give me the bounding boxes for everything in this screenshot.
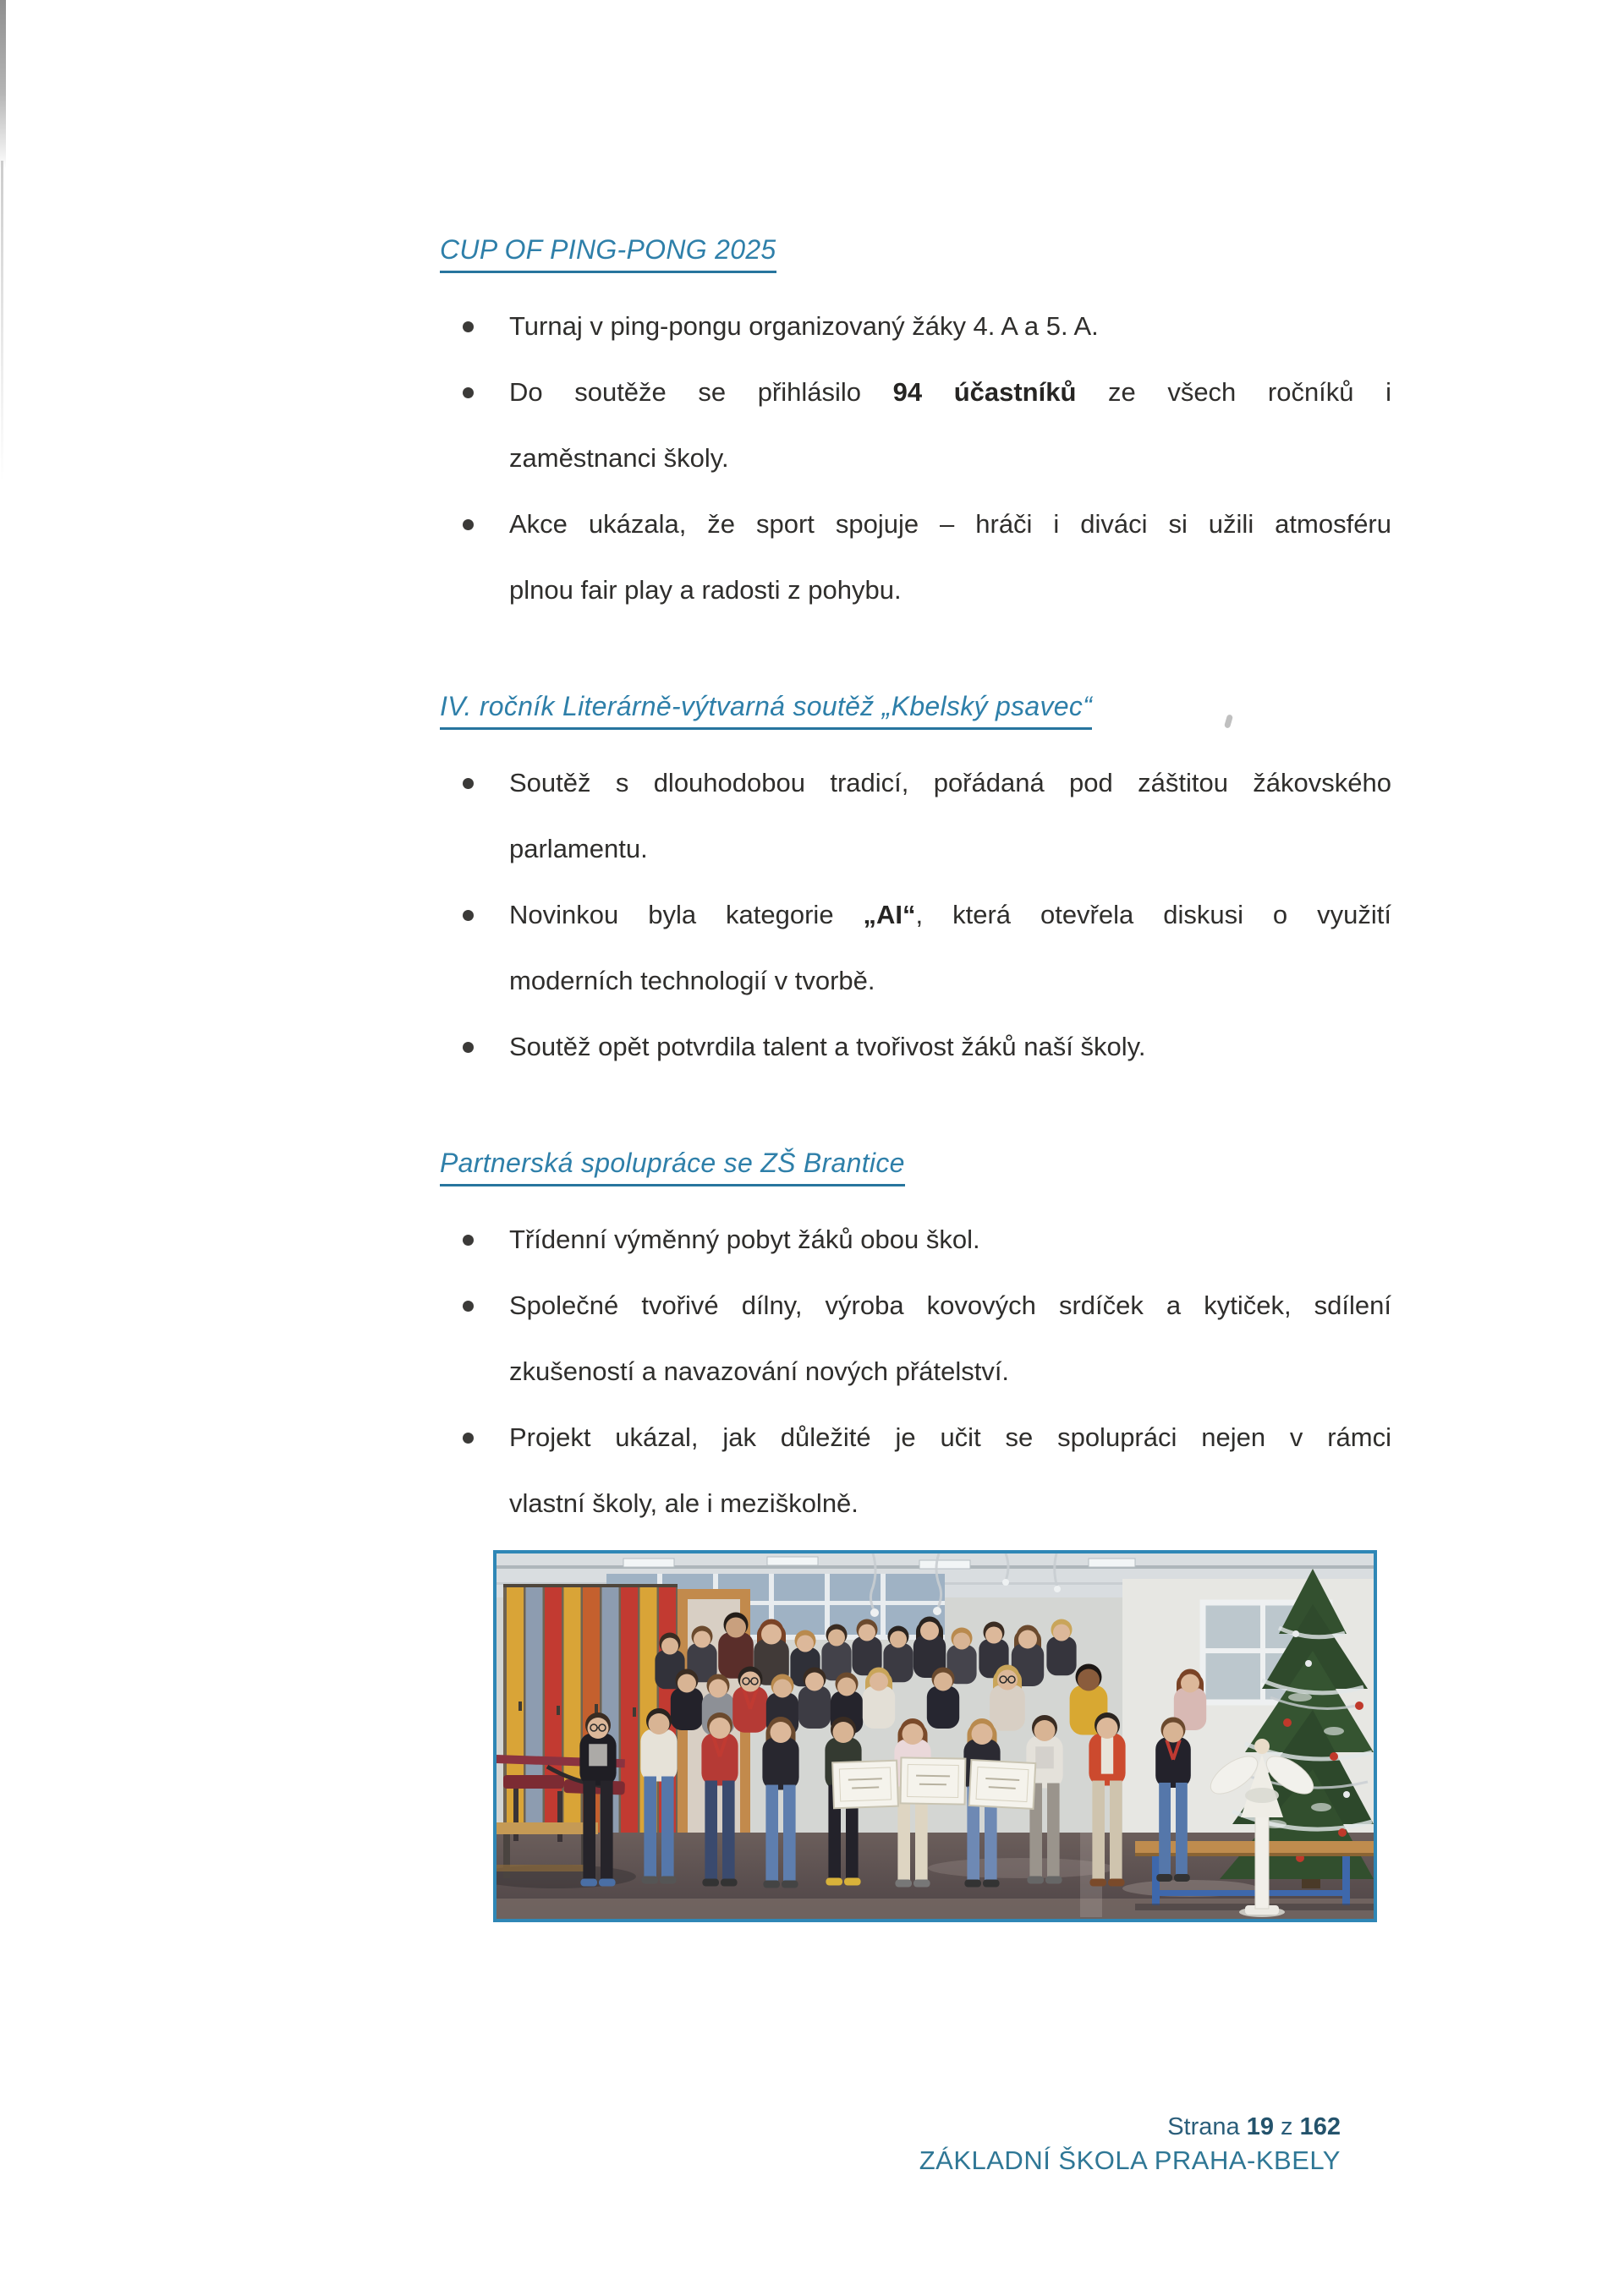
bullet-text: Třídenní výměnný pobyt žáků obou škol.: [509, 1225, 980, 1254]
bullet-text: [509, 359, 1391, 425]
bullet-list: [440, 1207, 1391, 1537]
bullet-dot-icon: [463, 778, 474, 789]
bullet-text: Společné tvořivé dílny, výroba kovových srdíček a kytiček, sdílení: [509, 1290, 1391, 1320]
text-run: , která otevřela diskusi o využití: [915, 900, 1391, 929]
page-total: 162: [1299, 2113, 1341, 2140]
section-kbelsky-psavec: [440, 687, 1391, 1080]
list-item: [440, 491, 1391, 623]
text-run-bold: 94 účastníků: [892, 377, 1077, 407]
bullet-text: zaměstnanci školy.: [509, 443, 729, 473]
page-number: 19: [1246, 2113, 1274, 2140]
page-label: Strana: [1167, 2113, 1247, 2140]
list-item: [440, 1273, 1391, 1405]
group-photo-illustration: [497, 1553, 1374, 1919]
bullet-dot-icon: [463, 1433, 474, 1444]
school-name: ZÁKLADNÍ ŠKOLA PRAHA-KBELY: [919, 2145, 1341, 2175]
bullet-dot-icon: [463, 321, 474, 332]
bullet-text: Soutěž s dlouhodobou tradicí, pořádaná pod záštitou žákovského: [509, 768, 1391, 797]
bullet-dot-icon: [463, 1301, 474, 1312]
text-run: Do soutěže se přihlásilo: [509, 377, 893, 407]
section-brantice: [440, 1143, 1391, 1537]
bullet-list: [440, 750, 1391, 1080]
bullet-text: Soutěž opět potvrdila talent a tvořivost žáků naší školy.: [509, 1032, 1146, 1061]
page-separator: z: [1273, 2113, 1300, 2140]
bullet-text: Turnaj v ping-pongu organizovaný žáky 4. A a 5. A.: [509, 311, 1099, 341]
list-item: [440, 882, 1391, 1014]
text-run: ze všech ročníků i: [1076, 377, 1392, 407]
section-heading: CUP OF PING-PONG 2025: [440, 230, 776, 273]
list-item: [440, 1014, 1391, 1080]
bullet-dot-icon: [463, 519, 474, 530]
text-run-bold: „AI“: [863, 900, 916, 929]
bullet-text: plnou fair play a radosti z pohybu.: [509, 575, 902, 605]
bullet-dot-icon: [463, 1235, 474, 1246]
bullet-dot-icon: [463, 387, 474, 398]
list-item: [440, 750, 1391, 882]
group-photo: [493, 1550, 1377, 1922]
page-footer: [919, 2111, 1341, 2177]
bullet-dot-icon: [463, 1042, 474, 1053]
bullet-list: [440, 293, 1391, 623]
bullet-text: zkušeností a navazování nových přátelství.: [509, 1356, 1010, 1386]
bullet-text: [509, 882, 1391, 948]
list-item: [440, 293, 1391, 359]
scan-edge-artifact: [0, 0, 6, 169]
section-heading: Partnerská spolupráce se ZŠ Brantice: [440, 1143, 905, 1186]
bullet-text: Akce ukázala, že sport spojuje – hráči i diváci si užili atmosféru: [509, 509, 1391, 539]
bullet-text: parlamentu.: [509, 834, 648, 863]
page-number-line: [919, 2111, 1341, 2144]
text-run: Novinkou byla kategorie: [509, 900, 864, 929]
bullet-text: vlastní školy, ale i meziškolně.: [509, 1488, 859, 1518]
scan-edge-artifact-line: [1, 161, 3, 482]
section-ping-pong: [440, 230, 1391, 623]
bullet-dot-icon: [463, 910, 474, 921]
certificates: [832, 1757, 1035, 1809]
list-item: [440, 1405, 1391, 1537]
list-item: [440, 1207, 1391, 1273]
list-item: [440, 359, 1391, 491]
bullet-text: Projekt ukázal, jak důležité je učit se spolupráci nejen v rámci: [509, 1422, 1391, 1452]
section-heading: IV. ročník Literárně-výtvarná soutěž „Kbelský psavec“: [440, 687, 1092, 730]
bullet-text: moderních technologií v tvorbě.: [509, 966, 875, 995]
